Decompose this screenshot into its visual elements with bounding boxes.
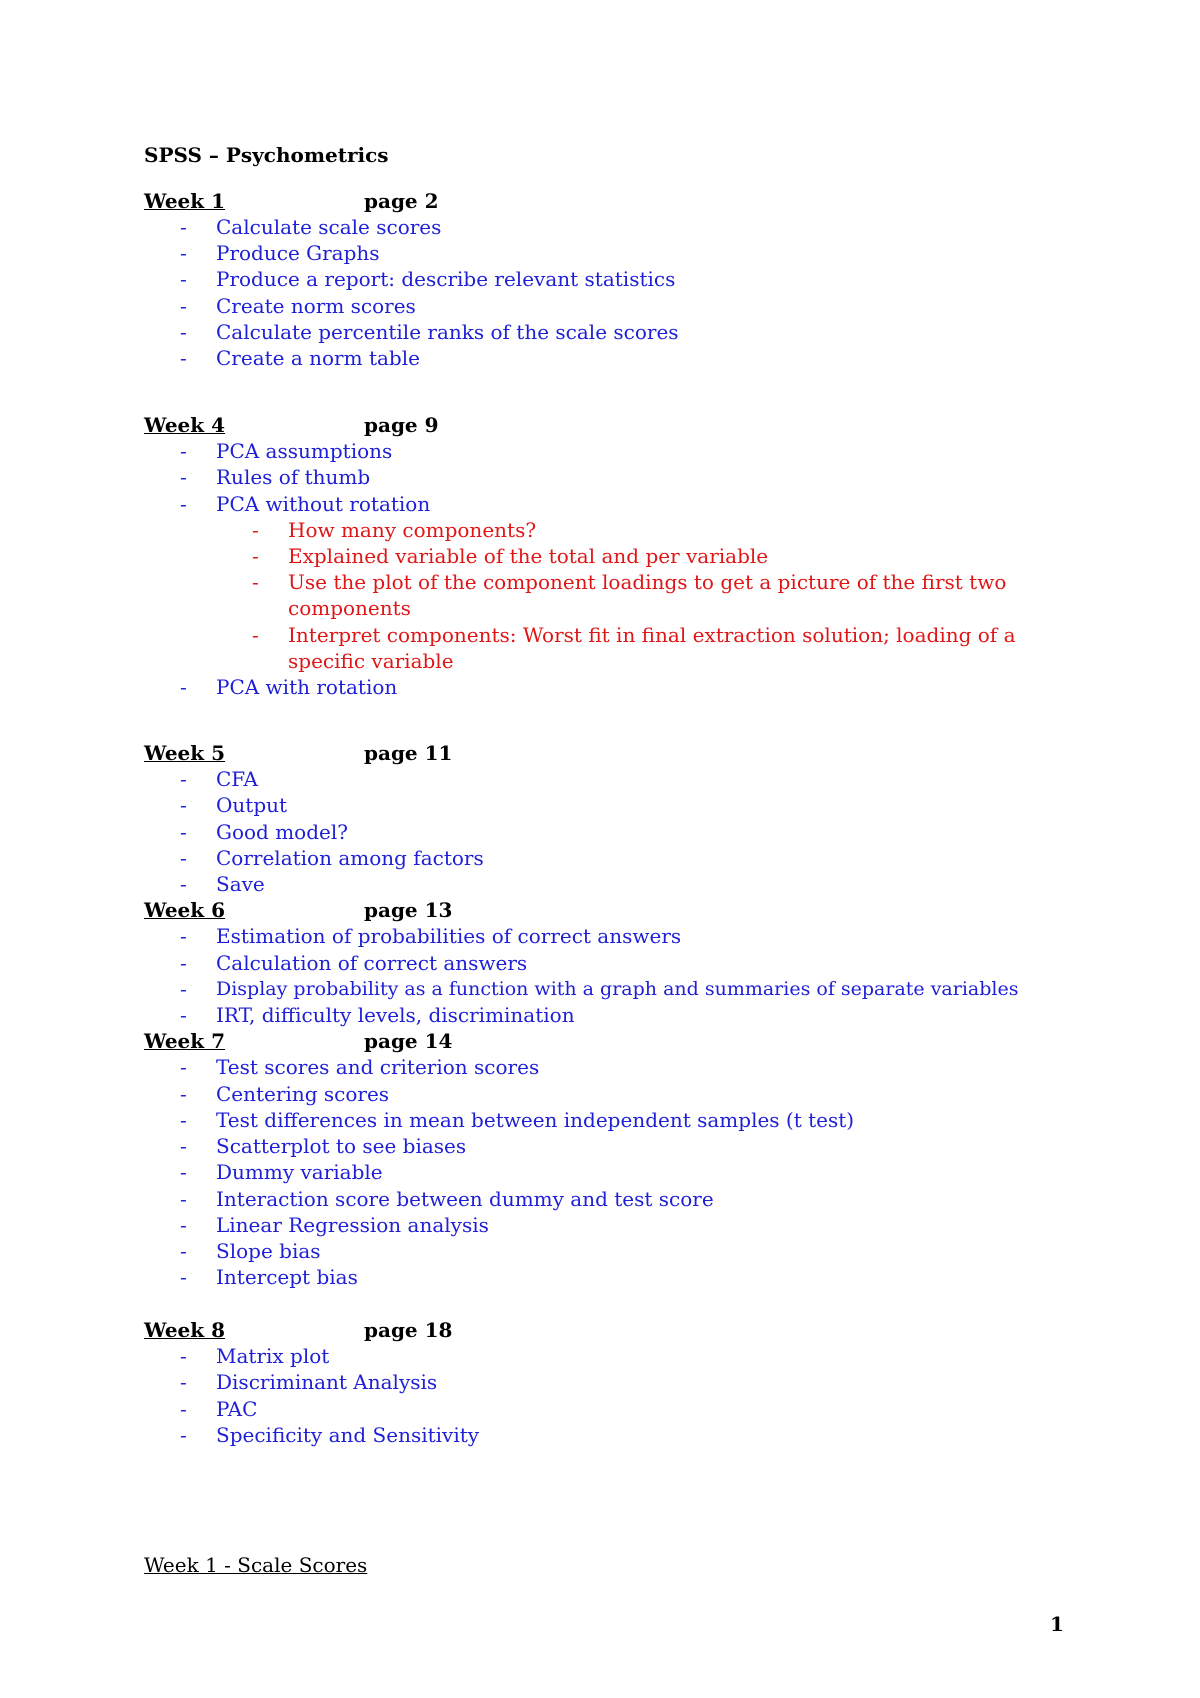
- week-page-ref: page 2: [364, 189, 439, 213]
- document-title: SPSS – Psychometrics: [144, 143, 389, 167]
- week-page-ref: page 14: [364, 1029, 453, 1053]
- week-page-ref: page 18: [364, 1318, 453, 1342]
- document-page: SPSS – Psychometrics Week 1 page 2 - Calculate scale scores - Produce Graphs - Produce a report: describe relevant statistics - Create norm scores - Calculate percentile ranks of the scale scores - Create a norm table Week 4 page 9 - PCA assumptions - Rules of thumb - PCA without rotation - How many components? - Explained variable of the total and per variable - Use the plot of the component loadings to get a picture of the first two components - Interpret components: Worst fit in final extraction solution; loading of a specific variable - PCA with rotation Week 5 page 11 - CFA - Output - Good model? - Correlation among factors - Save Week 6 page 13 - Estimation of probabilities of correct answers - Calculation of correct answers - Display probability as a function with a graph and summaries of separate variables - IRT, difficulty levels, discrimination Week 7 page 14 - Test scores and criterion scores - Centering scores - Test differences in mean between independent samples (t test) - Scatterplot to see biases - Dummy variable - Interaction score between dummy and test score - Linear Regression analysis - Slope bias - Intercept bias Week 8 page 18 - Matrix plot - Discriminant Analysis - PAC - Specificity and Sensitivity Week 1 - Scale Scores 1: [144, 143, 1064, 1636]
- week-label: Week 1: [144, 189, 226, 213]
- week-page-ref: page 9: [364, 413, 439, 437]
- week-label: Week 4: [144, 413, 226, 437]
- week-5-header: [144, 740, 452, 766]
- week-7-header: [144, 1028, 452, 1054]
- week-label: Week 6: [144, 898, 226, 922]
- week-page-ref: page 11: [364, 741, 453, 765]
- week-4-header: [144, 412, 439, 438]
- section-title: Week 1 - Scale Scores: [144, 1553, 368, 1577]
- page-number: 1: [1050, 1612, 1064, 1636]
- week-label: Week 7: [144, 1029, 226, 1053]
- week-8-header: [144, 1317, 452, 1343]
- week-label: Week 5: [144, 741, 226, 765]
- week-page-ref: page 13: [364, 898, 453, 922]
- week-6-header: [144, 897, 452, 923]
- week-1-header: [144, 188, 439, 214]
- week-label: Week 8: [144, 1318, 226, 1342]
